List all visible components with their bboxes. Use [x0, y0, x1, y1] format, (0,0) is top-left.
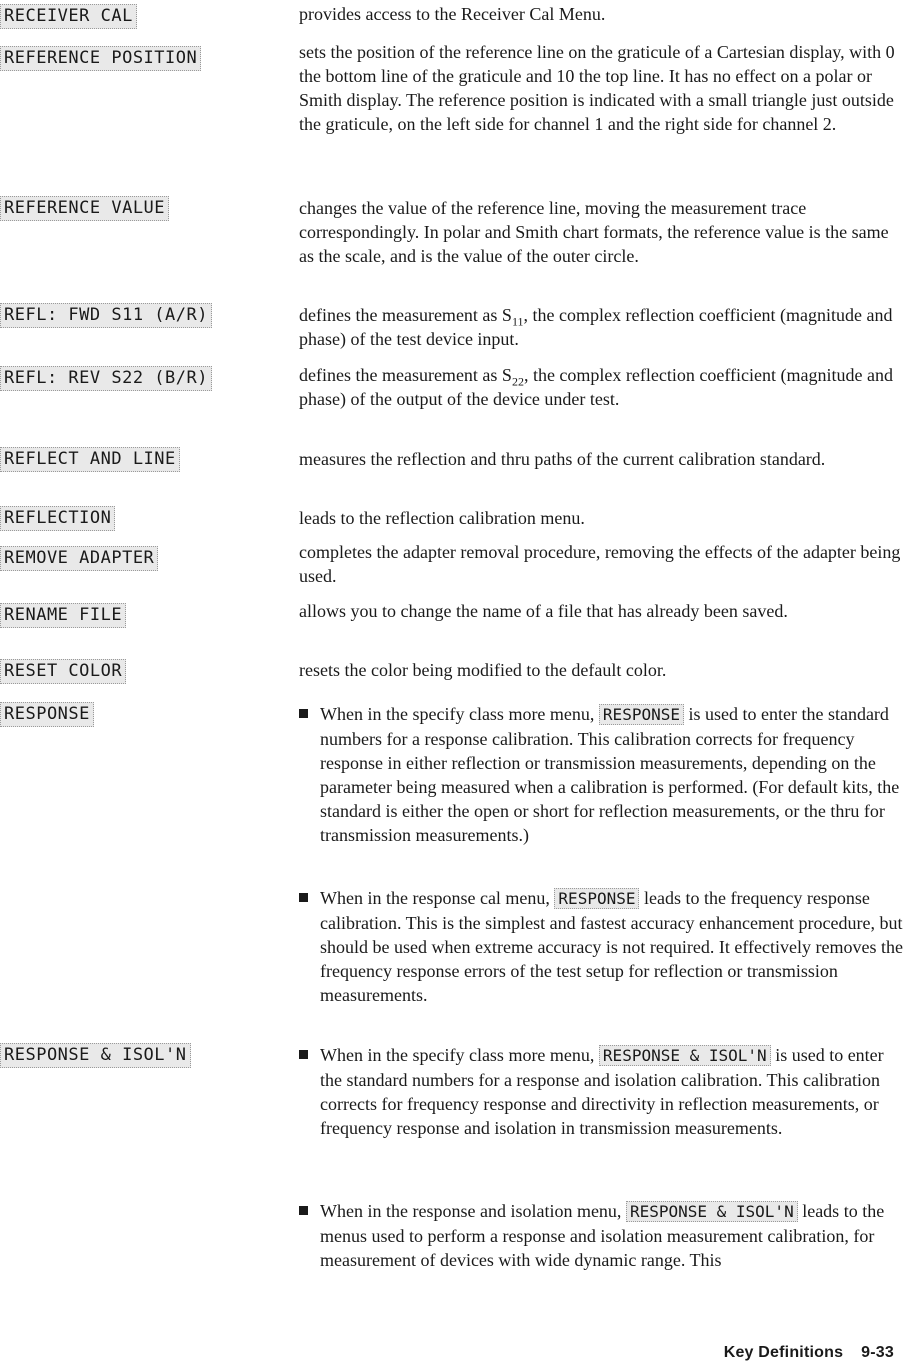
- definition-response-bullet-1: When in the specify class more menu, RESPONSE is used to enter the standard numbers for a response calibration. This calibration corrects for frequency response in either reflection or transmission measurements, depending on the parameter being measured when a calibration is performed. (For default kits, the standard is either the open or short for reflection measurements, or the thru for transmission measurements.): [299, 702, 908, 847]
- definition-reflection: leads to the reflection calibration menu.: [299, 508, 585, 528]
- softkey-reset-color: RESET COLOR: [0, 659, 126, 684]
- bullet-square-icon: [299, 893, 308, 902]
- definition-remove-adapter: completes the adapter removal procedure, removing the effects of the adapter being used.: [299, 542, 901, 586]
- softkey-reflect-and-line: REFLECT AND LINE: [0, 447, 180, 472]
- softkey-reflection: REFLECTION: [0, 506, 115, 531]
- footer-section-title: Key Definitions: [723, 1344, 844, 1361]
- definition-response-isolation-bullet-1: When in the specify class more menu, RESPONSE & ISOL'N is used to enter the standard numbers for a response and isolation calibration. This calibration corrects for frequency response and directivity in reflection measurements, or frequency response and isolation in transmission measurements.: [299, 1043, 908, 1140]
- bullet-square-icon: [299, 1206, 308, 1215]
- page-footer: [724, 1344, 894, 1362]
- definition-reference-position: sets the position of the reference line on the graticule of a Cartesian display, with 0 the bottom line of the graticule and 10 the top line. It has no effect on a polar or Smith display. The reference position is indicated with a small triangle just outside the graticule, on the left side for channel 1 and the right side for channel 2.: [299, 42, 895, 134]
- inline-softkey-response-and-isolation: RESPONSE & ISOL'N: [599, 1045, 771, 1066]
- inline-softkey-response-and-isolation: RESPONSE & ISOL'N: [626, 1201, 798, 1222]
- definition-refl-fwd-s11: defines the measurement as $S_{11}$, the complex reflection coefficient (magnitude and phase) of the test device input.: [299, 305, 893, 349]
- inline-softkey-response: RESPONSE: [554, 888, 639, 909]
- softkey-reference-value: REFERENCE VALUE: [0, 196, 169, 221]
- bullet-square-icon: [299, 1050, 308, 1059]
- softkey-reference-position: REFERENCE POSITION: [0, 46, 201, 71]
- definition-response-isolation-bullet-2: When in the response and isolation menu, RESPONSE & ISOL'N leads to the menus used to perform a response and isolation measurement calibration, for measurement of devices with wide dynamic range. This: [299, 1199, 908, 1272]
- page-number: 9-33: [861, 1344, 894, 1361]
- definition-reference-value: changes the value of the reference line, moving the measurement trace correspondingly. In polar and Smith chart formats, the reference value is the same as the scale, and is the value of the outer circle.: [299, 198, 889, 266]
- softkey-response-and-isolation: RESPONSE & ISOL'N: [0, 1043, 191, 1068]
- definition-response-bullet-2: When in the response cal menu, RESPONSE leads to the frequency response calibration. This is the simplest and fastest accuracy enhancement procedure, but should be used when extreme accuracy is not required. It effectively removes the frequency response errors of the test setup for reflection or transmission measurements.: [299, 886, 908, 1007]
- definition-receiver-cal: provides access to the Receiver Cal Menu.: [299, 4, 606, 24]
- softkey-rename-file: RENAME FILE: [0, 603, 126, 628]
- definition-rename-file: allows you to change the name of a file that has already been saved.: [299, 601, 788, 621]
- softkey-remove-adapter: REMOVE ADAPTER: [0, 546, 158, 571]
- definition-reflect-and-line: measures the reflection and thru paths of the current calibration standard.: [299, 449, 826, 469]
- definition-reset-color: resets the color being modified to the default color.: [299, 660, 667, 680]
- softkey-refl-rev-s22: REFL: REV S22 (B/R): [0, 366, 212, 391]
- softkey-receiver-cal: RECEIVER CAL: [0, 4, 137, 29]
- definition-refl-rev-s22: defines the measurement as $S_{22}$, the complex reflection coefficient (magnitude and phase) of the output of the device under test.: [299, 365, 893, 409]
- bullet-square-icon: [299, 709, 308, 718]
- inline-softkey-response: RESPONSE: [599, 704, 684, 725]
- softkey-refl-fwd-s11: REFL: FWD S11 (A/R): [0, 303, 212, 328]
- softkey-response: RESPONSE: [0, 702, 94, 727]
